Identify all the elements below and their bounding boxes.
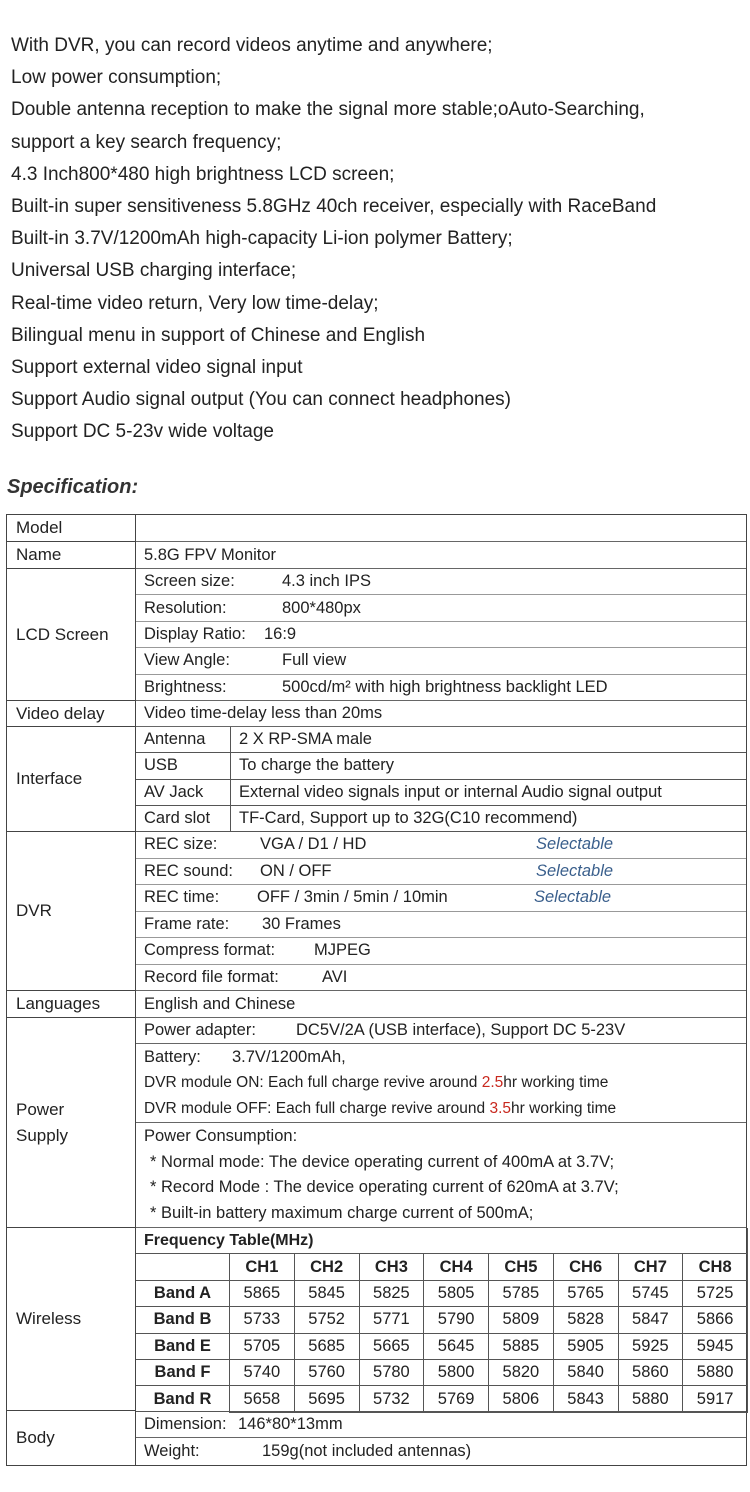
freq-cell: 5725 [683,1280,748,1306]
freq-cell: 5732 [359,1386,424,1412]
freq-cell: 5760 [294,1359,359,1385]
power-supply-label: Power Supply [7,1018,135,1228]
freq-cell: 5745 [618,1280,683,1306]
band-name: Band F [136,1359,230,1385]
weight-row: Weight: 159g(not included antennas) [144,1442,472,1460]
band-name: Band B [136,1307,230,1333]
languages-value: English and Chinese [136,991,746,1018]
lcd-row: Display Ratio: 16:9 [136,622,746,648]
freq-cell: 5785 [489,1280,554,1306]
selectable-note: Selectable [536,861,614,880]
freq-cell: 5733 [230,1307,295,1333]
band-name: Band E [136,1333,230,1359]
dvr-row: REC time: OFF / 3min / 5min / 10min Selectable [136,885,746,912]
battery-block: Battery: 3.7V/1200mAh, DVR module ON: Each full charge revive around 2.5hr working time DVR module OFF: Each full charge revive around 3.5hr working time [136,1044,746,1123]
feature-item: Bilingual menu in support of Chinese and English [11,324,426,346]
feature-item: Support Audio signal output (You can connect headphones) [11,389,512,411]
band-name: Band R [136,1386,230,1412]
freq-cell: 5845 [294,1280,359,1306]
interface-key: USB [136,753,230,779]
freq-cell: 5740 [230,1359,295,1385]
spec-heading: Specification: [7,476,139,498]
band-row [136,1333,748,1359]
lcd-row: Resolution: 800*480px [136,595,746,621]
interface-key: Card slot [136,806,230,832]
dvr-label: DVR [7,832,135,991]
feature-item: support a key search frequency; [11,131,282,153]
freq-cell: 5880 [683,1359,748,1385]
lcd-row: Brightness: 500cd/m² with high brightness backlight LED [136,675,746,701]
freq-cell: 5865 [230,1280,295,1306]
freq-cell: 5847 [618,1307,683,1333]
lcd-row: View Angle: Full view [136,648,746,674]
interface-value: 2 X RP-SMA male [230,727,746,753]
feature-list [11,30,746,449]
video-delay-value: Video time-delay less than 20ms [136,701,746,727]
dvr-row: Record file format: AVI [136,965,746,992]
dimension-row: Dimension: 146*80*13mm [136,1411,746,1438]
band-row [136,1359,748,1385]
freq-cell: 5840 [553,1359,618,1385]
name-label: Name [7,542,135,569]
feature-item: Universal USB charging interface; [11,260,297,282]
freq-cell: 5805 [424,1280,489,1306]
power-consumption-block: Power Consumption: * Normal mode: The device operating current of 400mA at 3.7V; * Record Mode : The device operating current of 620mA at 3.7V; * Built-in battery maximum charge current of 500mA; [136,1123,746,1228]
freq-cell: 5866 [683,1307,748,1333]
name-value: 5.8G FPV Monitor [136,542,746,569]
freq-cell: 5695 [294,1386,359,1412]
body-label: Body [16,1428,55,1447]
feature-item: Real-time video return, Very low time-delay; [11,292,379,314]
freq-cell: 5820 [489,1359,554,1385]
channel-header: CH4 [424,1254,489,1280]
frequency-table-title: Frequency Table(MHz) [136,1228,748,1254]
interface-value: To charge the battery [230,753,746,779]
power-adapter-row: Power adapter: DC5V/2A (USB interface), Support DC 5-23V [136,1018,746,1044]
freq-cell: 5905 [553,1333,618,1359]
freq-cell: 5685 [294,1333,359,1359]
freq-cell: 5825 [359,1280,424,1306]
channel-header: CH6 [553,1254,618,1280]
freq-cell: 5769 [424,1386,489,1412]
channel-header: CH7 [618,1254,683,1280]
dvr-row: Compress format: MJPEG [136,938,746,965]
channel-header: CH1 [230,1254,295,1280]
lcd-row: Screen size: 4.3 inch IPS [136,569,746,595]
freq-cell: 5885 [489,1333,554,1359]
selectable-note: Selectable [536,835,614,854]
freq-cell: 5925 [618,1333,683,1359]
dvr-row: Frame rate: 30 Frames [136,912,746,939]
feature-item: 4.3 Inch800*480 high brightness LCD screen; [11,163,395,185]
corner-cell [136,1254,230,1280]
freq-cell: 5780 [359,1359,424,1385]
freq-cell: 5771 [359,1307,424,1333]
freq-cell: 5828 [553,1307,618,1333]
feature-item: Built-in super sensitiveness 5.8GHz 40ch receiver, especially with RaceBand [11,196,657,218]
freq-cell: 5945 [683,1333,748,1359]
freq-cell: 5917 [683,1386,748,1412]
dvr-off-hours: 3.5 [489,1099,512,1117]
languages-label: Languages [7,991,135,1018]
dvr-row: REC sound: ON / OFF Selectable [136,859,746,886]
frequency-table [136,1228,746,1413]
model-label: Model [7,515,135,542]
dvr-row: REC size: VGA / D1 / HD Selectable [136,832,746,859]
spec-table [6,514,747,1466]
freq-cell: 5843 [553,1386,618,1412]
band-name: Band A [136,1280,230,1306]
freq-cell: 5705 [230,1333,295,1359]
dvr-on-hours: 2.5 [481,1074,504,1092]
lcd-label: LCD Screen [7,569,135,701]
freq-cell: 5790 [424,1307,489,1333]
interface-label: Interface [7,727,135,832]
freq-cell: 5665 [359,1333,424,1359]
wireless-label: Wireless [7,1228,135,1411]
feature-item: With DVR, you can record videos anytime and anywhere; [11,35,493,56]
freq-cell: 5860 [618,1359,683,1385]
channel-header: CH2 [294,1254,359,1280]
feature-item: Double antenna reception to make the signal more stable;oAuto-Searching, [11,99,645,121]
feature-item: Low power consumption; [11,67,222,89]
selectable-note: Selectable [534,888,612,907]
video-delay-label: Video delay [7,701,135,727]
freq-cell: 5645 [424,1333,489,1359]
freq-cell: 5752 [294,1307,359,1333]
channel-header: CH8 [683,1254,748,1280]
freq-cell: 5800 [424,1359,489,1385]
freq-cell: 5765 [553,1280,618,1306]
feature-item: Support external video signal input [11,357,303,379]
interface-key: AV Jack [136,780,230,806]
feature-item: Built-in 3.7V/1200mAh high-capacity Li-ion polymer Battery; [11,228,513,250]
interface-value: External video signals input or internal Audio signal output [230,780,746,806]
channel-header: CH3 [359,1254,424,1280]
channel-header: CH5 [489,1254,554,1280]
band-row [136,1280,748,1306]
freq-cell: 5880 [618,1386,683,1412]
band-row [136,1307,748,1333]
interface-key: Antenna [136,727,230,753]
feature-item: Support DC 5-23v wide voltage [11,421,274,443]
freq-cell: 5806 [489,1386,554,1412]
freq-cell: 5658 [230,1386,295,1412]
band-row [136,1386,748,1412]
freq-cell: 5809 [489,1307,554,1333]
interface-value: TF-Card, Support up to 32G(C10 recommend) [230,806,746,832]
model-value [136,515,746,542]
